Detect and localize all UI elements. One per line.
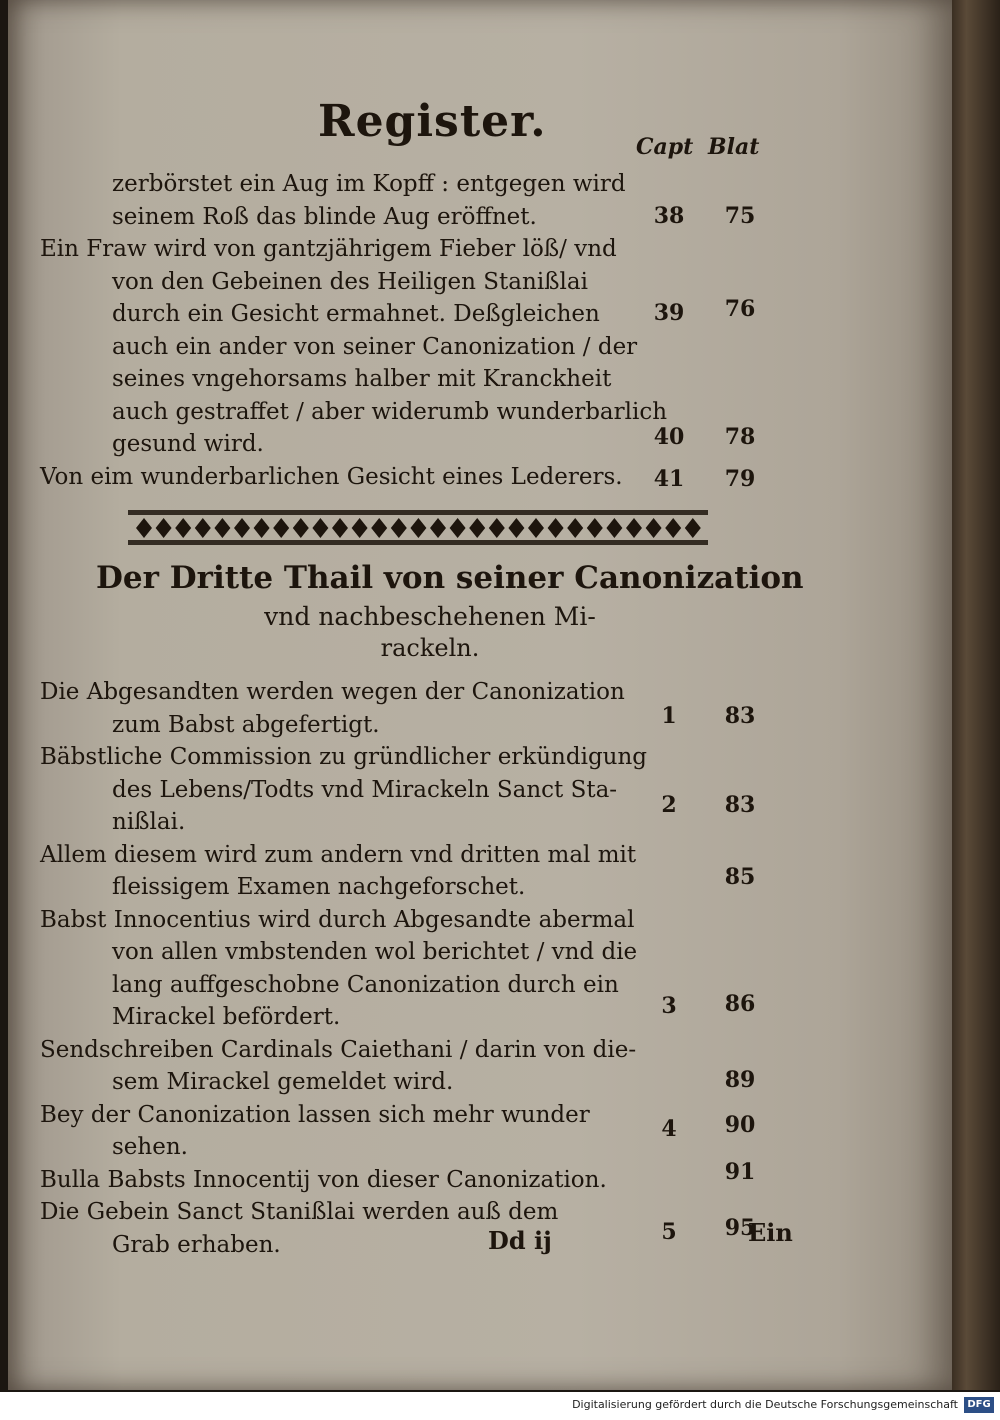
entry-line: Bäbstliche Commission zu gründlicher erkündigung (40, 744, 648, 770)
entry-chapter: 38 (653, 203, 685, 229)
column-header-capt: Capt (636, 134, 694, 160)
entry-line: seines vngehorsams halber mit Kranckheit (112, 366, 612, 392)
section-heading-line2: vnd nachbeschehenen Mi- (264, 602, 596, 631)
entry-line: von allen vmbstenden wol berichtet / vnd die (112, 939, 638, 965)
register-entry (40, 1099, 756, 1164)
entry-page: 78 (724, 424, 756, 450)
entry-page: 79 (724, 465, 756, 492)
fleuron-glyph (489, 518, 505, 538)
digitization-notice: Digitalisierung gefördert durch die Deutsche Forschungsgemeinschaft (572, 1398, 958, 1411)
fleuron-glyph (214, 518, 230, 538)
fleuron-glyph (156, 518, 172, 538)
entry-chapter: 2 (661, 792, 677, 818)
fleuron-glyph (254, 518, 270, 538)
fleuron-glyph (646, 518, 662, 538)
register-entry (40, 233, 756, 461)
fleuron-glyph (312, 518, 328, 538)
fleuron-glyph (234, 518, 250, 538)
fleuron-glyph (273, 518, 289, 538)
fleuron-glyph (567, 518, 583, 538)
register-entry (40, 904, 756, 1034)
entry-chapter: 40 (653, 424, 685, 450)
fleuron-glyph (175, 518, 191, 538)
entry-chapter: 3 (661, 992, 677, 1019)
ornamental-divider (128, 502, 708, 554)
entry-line: Die Gebein Sanct Stanißlai werden auß dem (40, 1199, 559, 1225)
entry-line: des Lebens/Todts vnd Mirackeln Sanct Sta- (112, 776, 618, 803)
entry-line: lang auffgeschobne Canonization durch ein (112, 971, 619, 998)
fleuron-glyph (195, 518, 211, 538)
fleuron-glyph (626, 518, 642, 538)
entry-line: Sendschreiben Cardinals Caiethani / darin von die- (40, 1036, 637, 1063)
entry-line: gesund wird. (112, 431, 264, 457)
signature-mark: Dd ij (488, 1226, 552, 1255)
entry-line: Babst Innocentius wird durch Abgesandte abermal (40, 906, 635, 933)
entry-page: 83 (724, 792, 756, 818)
fleuron-glyph (410, 518, 426, 538)
register-entry (40, 676, 756, 741)
entry-line: fleissigem Examen nachgeforschet. (112, 874, 526, 900)
entry-chapter: 4 (661, 1115, 677, 1142)
entry-line: seinem Roß das blinde Aug eröffnet. (112, 203, 537, 230)
entry-line: Allem diesem wird zum andern vnd dritten mal mit (40, 841, 637, 868)
section-heading: Der Dritte Thail von seiner Canonization (96, 560, 804, 596)
fleuron-glyph (469, 518, 485, 538)
entry-line: sehen. (112, 1134, 188, 1160)
entry-page: 76 (724, 296, 756, 322)
fleuron-glyph (587, 518, 603, 538)
fleuron-glyph (450, 518, 466, 538)
entry-line: nißlai. (112, 809, 186, 835)
page-title: Register. (318, 96, 547, 147)
register-list-part3 (40, 676, 780, 1261)
entry-line: sem Mirackel gemeldet wird. (112, 1069, 454, 1095)
entry-page: 90 (724, 1111, 756, 1138)
fleuron-glyph (528, 518, 544, 538)
fleuron-glyph (665, 518, 681, 538)
fleuron-glyph (606, 518, 622, 538)
fleuron-glyph (332, 518, 348, 538)
fleuron-glyph (548, 518, 564, 538)
entry-line: durch ein Gesicht ermahnet. Deßgleichen (112, 301, 600, 327)
register-entry (40, 461, 756, 494)
entry-line: Von eim wunderbarlichen Gesicht eines Lederers. (40, 463, 623, 490)
entry-line: zerbörstet ein Aug im Kopff : entgegen wird (112, 171, 626, 197)
entry-chapter: 5 (661, 1219, 677, 1245)
catchword: Ein (748, 1218, 793, 1247)
section-heading-line3: rackeln. (380, 634, 480, 662)
column-header-blat: Blat (708, 134, 760, 160)
register-list-part2 (40, 168, 780, 493)
fleuron-glyph (430, 518, 446, 538)
register-entry (40, 1034, 756, 1099)
entry-page: 85 (724, 863, 756, 890)
entry-chapter: 39 (653, 300, 685, 326)
book-edge (952, 0, 1000, 1390)
entry-line: Grab erhaben. (112, 1231, 281, 1258)
dfg-logo: DFG (964, 1397, 994, 1413)
entry-page: 91 (724, 1158, 756, 1185)
fleuron-glyph (685, 518, 701, 538)
entry-line: auch gestraffet / aber widerumb wunderbarlich (112, 398, 668, 425)
fleuron-glyph (508, 518, 524, 538)
entry-page: 95 (724, 1215, 756, 1241)
entry-line: von den Gebeinen des Heiligen Stanißlai (112, 268, 588, 295)
entry-line: Ein Fraw wird von gantzjährigem Fieber löß/ vnd (40, 236, 617, 262)
entry-page: 89 (724, 1066, 756, 1093)
fleuron-glyph (371, 518, 387, 538)
register-entry (40, 741, 756, 839)
entry-line: Bulla Babsts Innocentij von dieser Canonization. (40, 1166, 607, 1193)
fleuron-glyph (391, 518, 407, 538)
register-entry (40, 1158, 756, 1197)
fleuron-glyph (136, 518, 152, 538)
entry-line: zum Babst abgefertigt. (112, 711, 380, 738)
fleuron-glyph (293, 518, 309, 538)
register-entry (40, 839, 756, 904)
entry-line: auch ein ander von seiner Canonization / der (112, 333, 638, 360)
entry-line: Bey der Canonization lassen sich mehr wunder (40, 1101, 590, 1128)
entry-line: Die Abgesandten werden wegen der Canonization (40, 679, 625, 705)
entry-chapter: 41 (653, 465, 685, 492)
entry-page: 83 (724, 703, 756, 729)
entry-chapter: 1 (661, 703, 677, 729)
register-entry (40, 168, 756, 233)
entry-page: 86 (724, 990, 756, 1017)
fleuron-glyph (352, 518, 368, 538)
entry-line: Mirackel befördert. (112, 1004, 341, 1030)
digitization-bar (0, 1392, 1000, 1420)
entry-page: 75 (724, 203, 756, 229)
